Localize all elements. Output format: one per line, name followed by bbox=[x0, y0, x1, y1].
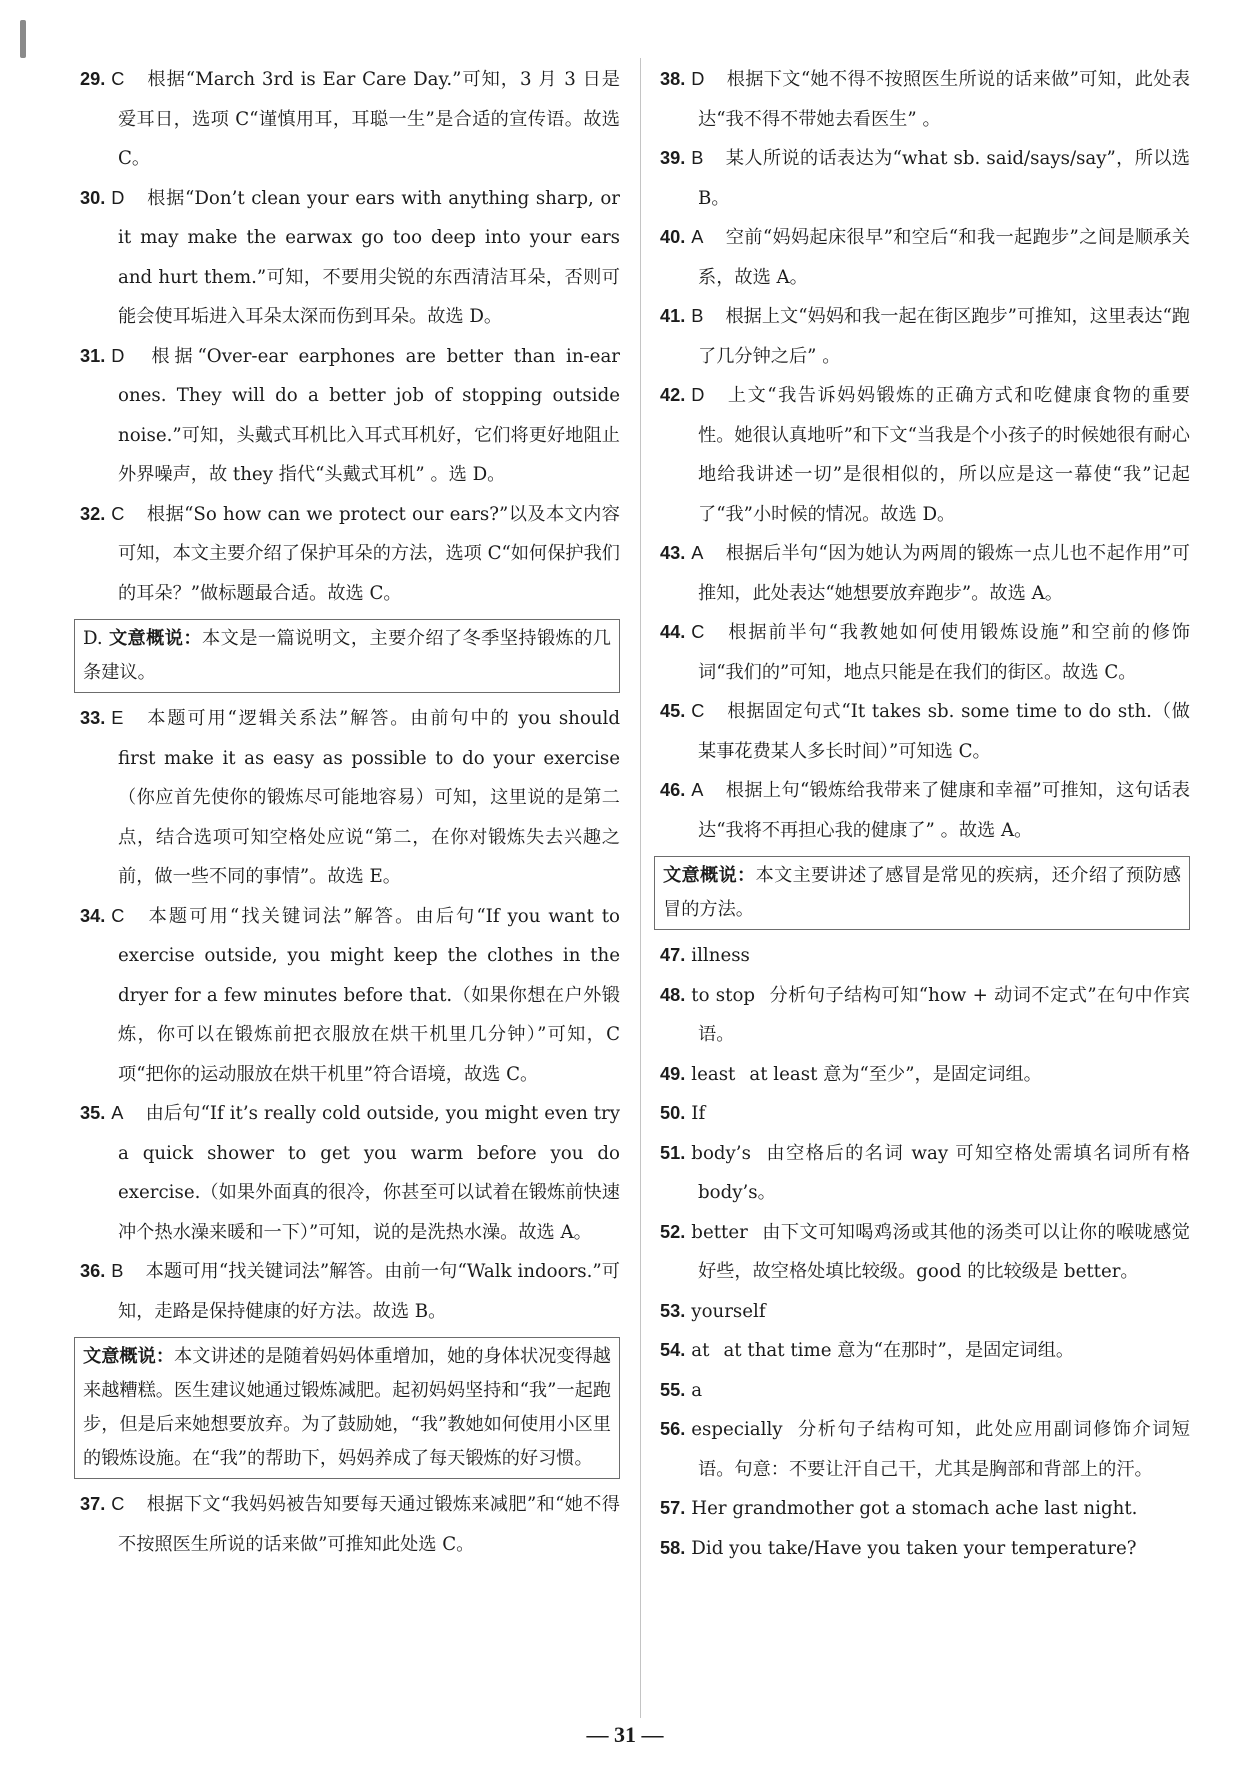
item-option: C bbox=[111, 503, 125, 524]
answer-item-33 bbox=[80, 699, 620, 897]
item-number: 42. bbox=[660, 385, 686, 405]
item-option: D bbox=[691, 385, 705, 405]
item-explanation: 空前“妈妈起床很早”和空后“和我一起跑步”之间是顺承关系，故选 A。 bbox=[698, 227, 1190, 288]
item-number: 52. bbox=[660, 1221, 686, 1242]
item-option: A bbox=[691, 227, 704, 247]
summary-box-f bbox=[654, 856, 1190, 930]
item-option: B bbox=[691, 306, 704, 326]
item-explanation: 根据上句“锻炼给我带来了健康和幸福”可推知，这句话表达“我将不再担心我的健康了” 。故选 A。 bbox=[698, 780, 1190, 841]
answer-item-40 bbox=[660, 218, 1190, 297]
item-number: 34. bbox=[80, 905, 106, 926]
item-number: 37. bbox=[80, 1494, 106, 1514]
item-explanation: 分析句子结构可知，此处应用副词修饰介词短语。句意：不要让汗自己干，尤其是胸部和背部上的汗。 bbox=[698, 1419, 1190, 1480]
item-explanation: 根据后半句“因为她认为两周的锻炼一点儿也不起作用”可推知，此处表达“她想要放弃跑步”。故选 A。 bbox=[698, 543, 1190, 604]
item-number: 53. bbox=[660, 1300, 686, 1321]
summary-text: 本文主要讲述了感冒是常见的疾病，还介绍了预防感冒的方法。 bbox=[663, 865, 1181, 920]
item-option: C bbox=[111, 905, 125, 926]
answer-item-58 bbox=[660, 1529, 1190, 1569]
answer-item-42 bbox=[660, 376, 1190, 534]
answer-item-52 bbox=[660, 1213, 1190, 1292]
item-explanation: 根据固定句式“It takes sb. some time to do sth.（做某事花费某人多长时间）”可知选 C。 bbox=[698, 701, 1190, 762]
item-answer: Did you take/Have you taken your temperature? bbox=[691, 1537, 1137, 1559]
item-number: 51. bbox=[660, 1142, 686, 1163]
item-number: 56. bbox=[660, 1419, 686, 1439]
item-explanation: 本题可用“逻辑关系法”解答。由前句中的 you should first make it as easy as possible to do your exercise（你应首先使你的锻炼尽可能地容易）可知，这里说的是第二点，结合选项可知空格处应说“第二，在你对锻炼失去兴趣之前，做一些不同的事情”。故选 E。 bbox=[118, 708, 620, 887]
answer-item-36 bbox=[80, 1252, 620, 1331]
item-option: E bbox=[111, 708, 124, 728]
item-number: 58. bbox=[660, 1537, 686, 1558]
page-edge-mark bbox=[20, 20, 26, 58]
item-explanation: 由空格后的名词 way 可知空格处需填名词所有格 body’s。 bbox=[698, 1142, 1190, 1203]
item-number: 45. bbox=[660, 701, 686, 721]
item-answer: especially bbox=[691, 1419, 783, 1440]
answer-item-47 bbox=[660, 936, 1190, 976]
answer-item-34 bbox=[80, 897, 620, 1095]
summary-label: 文意概说： bbox=[83, 1346, 175, 1367]
item-explanation: 分析句子结构可知“how + 动词不定式”在句中作宾语。 bbox=[698, 984, 1190, 1045]
item-answer: to stop bbox=[691, 984, 756, 1006]
answer-item-56 bbox=[660, 1410, 1190, 1489]
item-answer: yourself bbox=[691, 1300, 766, 1322]
item-explanation: 本题可用“找关键词法”解答。由前一句“Walk indoors.”可知，走路是保持健康的好方法。故选 B。 bbox=[118, 1261, 620, 1322]
item-number: 57. bbox=[660, 1498, 686, 1518]
item-answer: Her grandmother got a stomach ache last night. bbox=[691, 1498, 1138, 1519]
item-option: D bbox=[111, 345, 125, 366]
item-answer: at bbox=[691, 1340, 710, 1361]
page-number: — 31 — bbox=[586, 1722, 664, 1747]
answer-item-48 bbox=[660, 976, 1190, 1055]
item-explanation: 某人所说的话表达为“what sb. said/says/say”，所以选 B。 bbox=[698, 148, 1190, 209]
item-option: C bbox=[691, 701, 705, 721]
item-explanation: 根据上文“妈妈和我一起在街区跑步”可推知，这里表达“跑了几分钟之后” 。 bbox=[698, 306, 1190, 367]
item-explanation: 根据“Over-ear earphones are better than in-ear ones. They will do a better job of stopping outside noise.”可知，头戴式耳机比入耳式耳机好，它们将更好地阻止外界噪声，故 they 指代“头戴式耳机” 。选 D。 bbox=[118, 345, 620, 485]
item-number: 33. bbox=[80, 708, 106, 728]
answer-item-50 bbox=[660, 1094, 1190, 1134]
summary-text: 本文是一篇说明文，主要介绍了冬季坚持锻炼的几条建议。 bbox=[83, 628, 611, 683]
item-number: 30. bbox=[80, 187, 106, 208]
item-explanation: 由下文可知喝鸡汤或其他的汤类可以让你的喉咙感觉好些，故空格处填比较级。good 的比较级是 better。 bbox=[698, 1221, 1190, 1282]
answer-item-55 bbox=[660, 1371, 1190, 1411]
answer-item-53 bbox=[660, 1292, 1190, 1332]
right-column bbox=[660, 60, 1190, 1568]
item-answer: body’s bbox=[691, 1142, 751, 1164]
item-number: 48. bbox=[660, 984, 686, 1005]
item-answer: illness bbox=[691, 945, 750, 966]
answer-item-44 bbox=[660, 613, 1190, 692]
item-number: 41. bbox=[660, 306, 686, 326]
item-explanation: at that time 意为“在那时”，是固定词组。 bbox=[723, 1340, 1075, 1361]
item-number: 43. bbox=[660, 543, 686, 563]
answer-item-29 bbox=[80, 60, 620, 179]
item-option: C bbox=[111, 1494, 125, 1514]
item-explanation: at least 意为“至少”，是固定词组。 bbox=[749, 1063, 1042, 1085]
item-number: 47. bbox=[660, 945, 686, 965]
item-explanation: 根据“Don’t clean your ears with anything sharp, or it may make the earwax go too deep into your ears and hurt them.”可知，不要用尖锐的东西清洁耳朵，否则可能会使耳垢进入耳朵太深而伤到耳朵。故选 D。 bbox=[118, 187, 620, 327]
column-divider bbox=[640, 58, 641, 1718]
summary-box-e bbox=[74, 1337, 620, 1479]
item-explanation: 根据“So how can we protect our ears?”以及本文内容可知，本文主要介绍了保护耳朵的方法，选项 C“如何保护我们的耳朵？”做标题最合适。故选 C。 bbox=[118, 503, 620, 604]
item-option: A bbox=[691, 780, 704, 800]
answer-item-46 bbox=[660, 771, 1190, 850]
item-option: D bbox=[691, 69, 705, 89]
summary-prefix: D. bbox=[83, 628, 103, 649]
left-column bbox=[80, 60, 620, 1564]
item-option: B bbox=[111, 1261, 124, 1281]
answer-item-45 bbox=[660, 692, 1190, 771]
answer-item-43 bbox=[660, 534, 1190, 613]
answer-item-39 bbox=[660, 139, 1190, 218]
item-number: 44. bbox=[660, 622, 686, 642]
item-number: 38. bbox=[660, 69, 686, 89]
answer-item-37 bbox=[80, 1485, 620, 1564]
item-number: 50. bbox=[660, 1103, 686, 1123]
answer-item-32 bbox=[80, 495, 620, 614]
item-option: B bbox=[691, 148, 704, 168]
answer-item-57 bbox=[660, 1489, 1190, 1529]
item-explanation: 由后句“If it’s really cold outside, you might even try a quick shower to get you warm before you do exercise.（如果外面真的很冷，你甚至可以试着在锻炼前快速冲个热水澡来暖和一下）”可知，说的是洗热水澡。故选 A。 bbox=[118, 1103, 620, 1243]
item-number: 32. bbox=[80, 503, 106, 524]
summary-text: 本文讲述的是随着妈妈体重增加，她的身体状况变得越来越糟糕。医生建议她通过锻炼减肥。起初妈妈坚持和“我”一起跑步，但是后来她想要放弃。为了鼓励她，“我”教她如何使用小区里的锻炼设施。在“我”的帮助下，妈妈养成了每天锻炼的好习惯。 bbox=[83, 1346, 611, 1469]
item-explanation: 本题可用“找关键词法”解答。由后句“If you want to exercise outside, you might keep the clothes in the dryer for a few minutes before that.（如果你想在户外锻炼，你可以在锻炼前把衣服放在烘干机里几分钟）”可知，C 项“把你的运动服放在烘干机里”符合语境，故选 C。 bbox=[118, 905, 620, 1085]
item-number: 46. bbox=[660, 780, 686, 800]
item-number: 55. bbox=[660, 1379, 686, 1400]
item-answer: better bbox=[691, 1221, 748, 1243]
summary-box-d bbox=[74, 619, 620, 693]
answer-item-38 bbox=[660, 60, 1190, 139]
item-explanation: 根据“March 3rd is Ear Care Day.”可知，3 月 3 日是爱耳日，选项 C“谨慎用耳，耳聪一生”是合适的宣传语。故选 C。 bbox=[118, 69, 620, 169]
item-explanation: 上文“我告诉妈妈锻炼的正确方式和吃健康食物的重要性。她很认真地听”和下文“当我是个小孩子的时候她很有耐心地给我讲述一切”是很相似的，所以应是这一幕使“我”记起了“我”小时候的情况。故选 D。 bbox=[698, 385, 1190, 525]
summary-label: 文意概说： bbox=[663, 865, 756, 886]
item-answer: a bbox=[691, 1379, 703, 1401]
item-option: D bbox=[111, 187, 125, 208]
item-number: 39. bbox=[660, 148, 686, 168]
item-answer: If bbox=[691, 1103, 706, 1124]
item-option: A bbox=[111, 1103, 124, 1123]
item-number: 36. bbox=[80, 1261, 106, 1281]
item-option: C bbox=[691, 622, 705, 642]
answer-item-31 bbox=[80, 337, 620, 495]
answer-item-49 bbox=[660, 1055, 1190, 1095]
item-explanation: 根据前半句“我教她如何使用锻炼设施”和空前的修饰词“我们的”可知，地点只能是在我们的街区。故选 C。 bbox=[698, 622, 1190, 683]
item-option: C bbox=[111, 69, 125, 89]
item-number: 29. bbox=[80, 69, 106, 89]
answer-item-54 bbox=[660, 1331, 1190, 1371]
item-number: 54. bbox=[660, 1340, 686, 1360]
answer-item-35 bbox=[80, 1094, 620, 1252]
item-number: 35. bbox=[80, 1103, 106, 1123]
item-option: A bbox=[691, 543, 704, 563]
item-explanation: 根据下文“她不得不按照医生所说的话来做”可知，此处表达“我不得不带她去看医生” 。 bbox=[698, 69, 1190, 130]
item-number: 31. bbox=[80, 345, 106, 366]
answer-item-51 bbox=[660, 1134, 1190, 1213]
item-number: 49. bbox=[660, 1063, 686, 1084]
item-answer: least bbox=[691, 1063, 736, 1085]
item-number: 40. bbox=[660, 227, 686, 247]
item-explanation: 根据下文“我妈妈被告知要每天通过锻炼来减肥”和“她不得不按照医生所说的话来做”可推知此处选 C。 bbox=[118, 1494, 620, 1555]
summary-label: 文意概说： bbox=[108, 628, 202, 649]
answer-item-41 bbox=[660, 297, 1190, 376]
answer-item-30 bbox=[80, 179, 620, 337]
